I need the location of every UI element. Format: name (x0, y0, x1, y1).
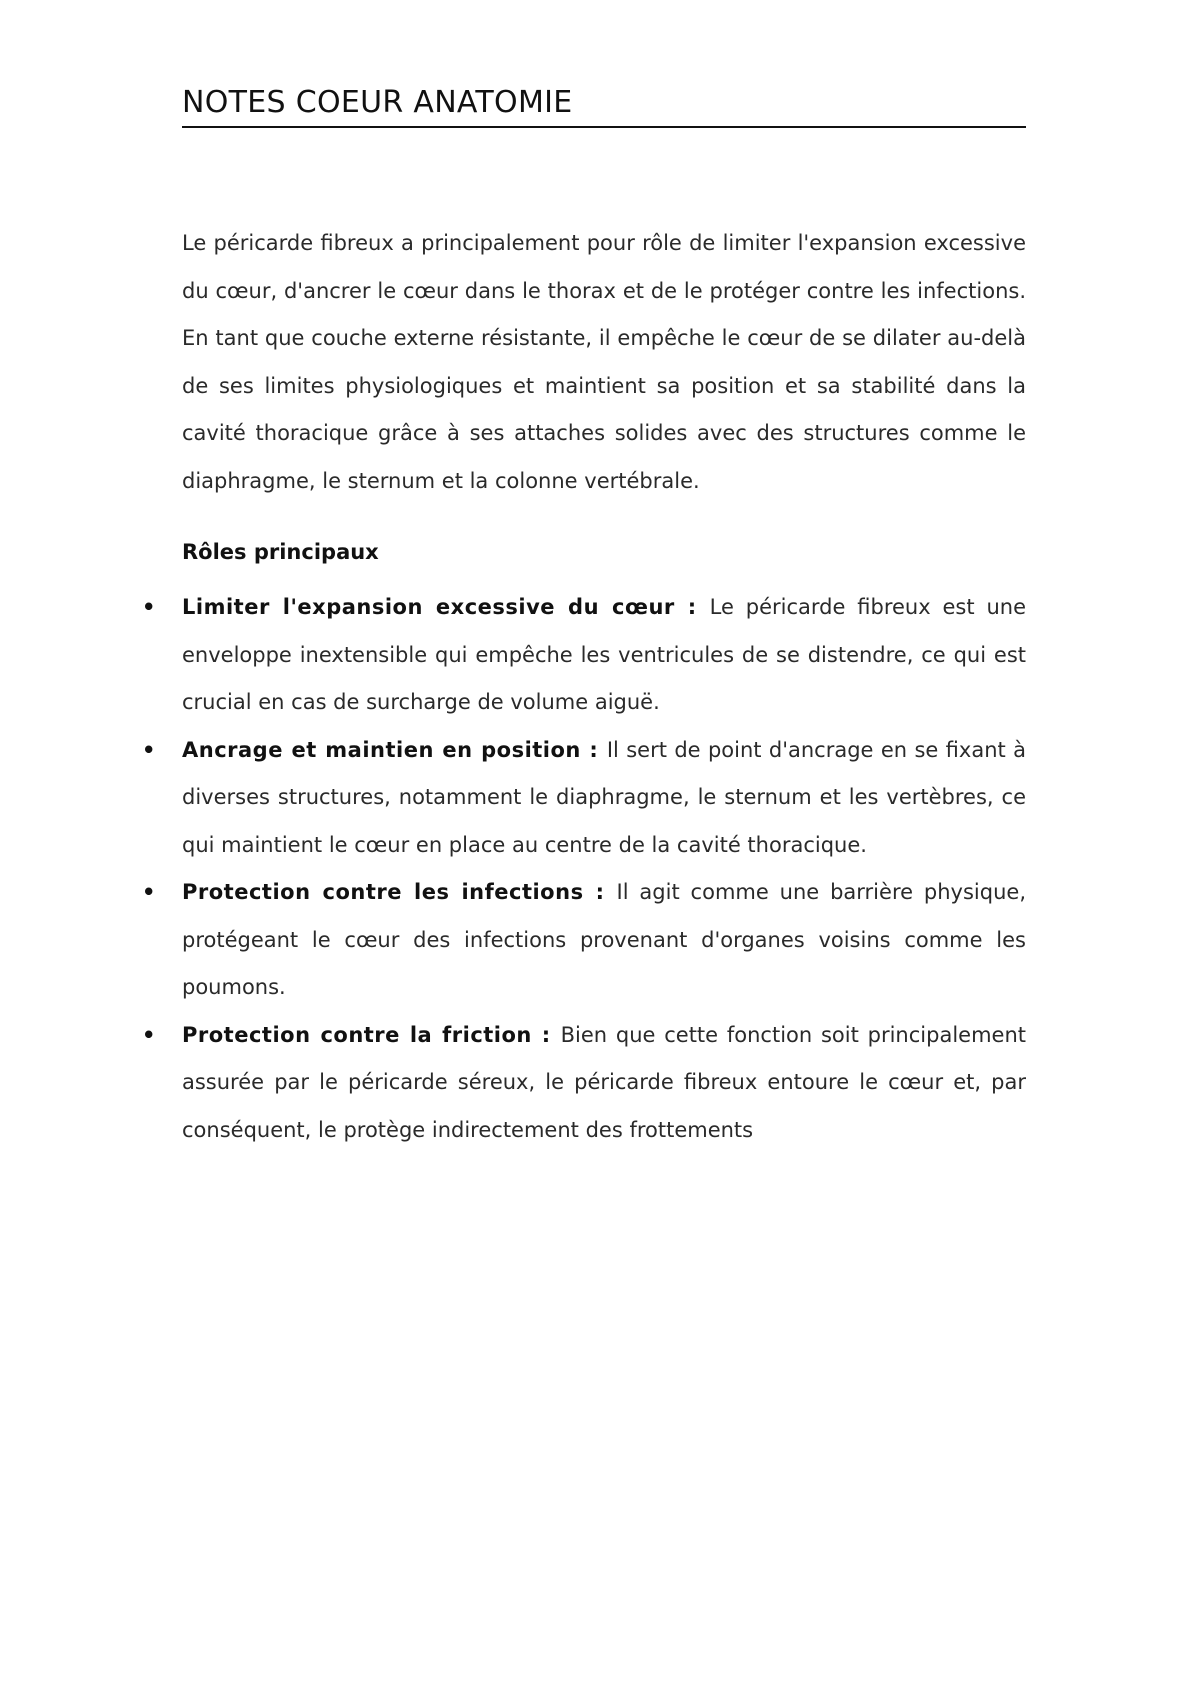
bullet-icon: • (142, 595, 156, 619)
bullet-icon: • (142, 737, 156, 762)
role-heading: Protection contre la friction : (182, 1022, 561, 1047)
role-heading: Ancrage et maintien en position : (182, 737, 607, 762)
role-text: Il sert de point d'ancrage en se fixant à diverses structures, notamment le diaphragme, le sternum et les vertèbres, ce qui maintient le cœur en place au centre de la cavité thoracique. (182, 737, 1026, 857)
bullet-icon: • (142, 1022, 156, 1047)
role-heading: Limiter l'expansion excessive du cœur : (182, 595, 710, 619)
list-item (142, 1012, 1026, 1155)
intro-paragraph: Le péricarde fibreux a principalement pour rôle de limiter l'expansion excessive du cœur, d'ancrer le cœur dans le thorax et de le protéger contre les infections. En tant que couche externe résistante, il empêche le cœur de se dilater au-delà de ses limites physiologiques et maintient sa position et sa stabilité dans la cavité thoracique grâce à ses attaches solides avec des structures comme le diaphragme, le sternum et la colonne vertébrale. (182, 231, 1026, 493)
section-title: Rôles principaux (182, 540, 379, 564)
role-text: Bien que cette fonction soit principalement assurée par le péricarde séreux, le péricarde fibreux entoure le cœur et, par conséquent, le protège indirectement des frottements (182, 1022, 1026, 1142)
role-text: Le péricarde fibreux est une enveloppe inextensible qui empêche les ventricules de se distendre, ce qui est crucial en cas de surcharge de volume aiguë. (182, 595, 1026, 714)
role-heading: Protection contre les infections : (182, 880, 617, 904)
roles-list (142, 584, 1026, 1154)
list-item (142, 869, 1026, 1012)
bullet-icon: • (142, 880, 156, 904)
document-title: NOTES COEUR ANATOMIE (182, 85, 573, 120)
list-item (142, 584, 1026, 727)
list-item (142, 727, 1026, 870)
role-text: Il agit comme une barrière physique, protégeant le cœur des infections provenant d'organes voisins comme les poumons. (182, 880, 1026, 999)
title-underline (182, 126, 1026, 128)
